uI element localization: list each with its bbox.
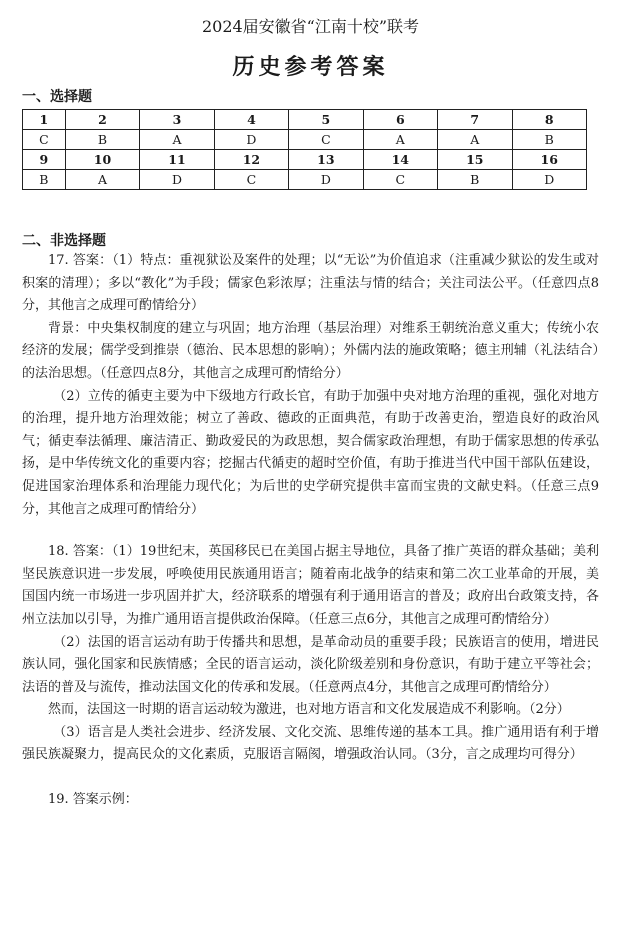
answer-cell: A [363, 130, 437, 150]
answer-17-background: 背景：中央集权制度的建立与巩固；地方治理（基层治理）对维系王朝统治意义重大；传统小农经济的发展；儒学受到推崇（德治、民本思想的影响）；外儒内法的施政策略；德主刑辅（礼法结合）的法治思想。（任意四点8分，其他言之成理可酌情给分） [22, 320, 599, 381]
answer-cell: D [512, 170, 587, 190]
question-number: 11 [140, 150, 214, 170]
question-number: 6 [363, 110, 437, 130]
answer-cell: C [363, 170, 437, 190]
answer-cell: D [140, 170, 214, 190]
answer-cell: B [65, 130, 139, 150]
question-number: 1 [23, 110, 66, 130]
table-row [23, 150, 587, 170]
question-number: 15 [438, 150, 512, 170]
answer-cell: A [140, 130, 214, 150]
answer-18-part3: （3）语言是人类社会进步、经济发展、文化交流、思维传递的基本工具。推广通用语有利于增强民族凝聚力，提高民众的文化素质，克服语言隔阂，增强政治认同。（3分，言之成理均可得分） [22, 724, 599, 763]
answer-cell: B [512, 130, 587, 150]
question-number: 4 [214, 110, 288, 130]
answer-cell: D [289, 170, 363, 190]
question-number: 12 [214, 150, 288, 170]
section2-heading: 二、非选择题 [22, 233, 106, 249]
answer-cell: A [438, 130, 512, 150]
table-row [23, 130, 587, 150]
answer-cell: B [23, 170, 66, 190]
section1-heading: 一、选择题 [22, 89, 92, 105]
exam-title: 2024届安徽省“江南十校”联考 [201, 17, 420, 36]
spacer [22, 767, 599, 789]
question-number: 14 [363, 150, 437, 170]
answer-cell: C [23, 130, 66, 150]
spacer [22, 521, 599, 541]
question-number: 3 [140, 110, 214, 130]
answer-19-heading: 19. 答案示例： [48, 792, 138, 808]
question-number: 8 [512, 110, 587, 130]
answer-17-part2: （2）立传的循吏主要为中下级地方行政长官，有助于加强中央对地方治理的重视，强化对地方的治理，提升地方治理效能；树立了善政、德政的正面典范，有助于改善吏治，塑造良好的政治风气；循吏奉法循理、廉洁清正、勤政爱民的为政思想，契合儒家政治理想，有助于儒家思想的传承弘扬，是中华传统文化的重要内容；挖掘古代循吏的超时空价值，有助于推进当代中国干部队伍建设，促进国家治理体系和治理能力现代化；为后世的史学研究提供丰富而宝贵的文献史料。（任意三点9分，其他言之成理可酌情给分） [22, 388, 599, 517]
answer-cell: C [214, 170, 288, 190]
table-row [23, 110, 587, 130]
question-number: 5 [289, 110, 363, 130]
answer-18-part1: 18. 答案：（1）19世纪末，英国移民已在美国占据主导地位，具备了推广英语的群众基础；美利坚民族意识进一步发展，呼唤使用民族通用语言；随着南北战争的结束和第二次工业革命的开展，美国国内统一市场进一步巩固并扩大，经济联系的增强有利于通用语言的普及；政府出台政策支持，各州立法加以引导，为推广通用语言提供政治保障。（任意三点6分，其他言之成理可酌情给分） [22, 544, 599, 627]
question-number: 2 [65, 110, 139, 130]
answer-18-note: 然而，法国这一时期的语言运动较为激进，也对地方语言和文化发展造成不利影响。（2分） [48, 702, 570, 718]
table-row [23, 170, 587, 190]
answer-cell: C [289, 130, 363, 150]
question-number: 10 [65, 150, 139, 170]
question-number: 9 [23, 150, 66, 170]
answer-18-part2: （2）法国的语言运动有助于传播共和思想，是革命动员的重要手段；民族语言的使用，增进民族认同，强化国家和民族情感；全民的语言运动，淡化阶级差别和身份意识，有助于建立平等社会；法语的普及与流传，推动法国文化的传承和发展。（任意两点4分，其他言之成理可酌情给分） [22, 634, 599, 695]
answer-cell: B [438, 170, 512, 190]
subject-title: 历史参考答案 [232, 54, 389, 80]
answer-table [22, 109, 587, 190]
answer-cell: A [65, 170, 139, 190]
question-number: 7 [438, 110, 512, 130]
question-number: 16 [512, 150, 587, 170]
answer-cell: D [214, 130, 288, 150]
question-number: 13 [289, 150, 363, 170]
answer-17-part1: 17. 答案：（1）特点：重视狱讼及案件的处理；以“无讼”为价值追求（注重减少狱讼的发生或对积案的清理）；多以“教化”为手段；儒家色彩浓厚；注重法与情的结合；关注司法公平。（任意四点8分，其他言之成理可酌情给分） [22, 253, 599, 314]
